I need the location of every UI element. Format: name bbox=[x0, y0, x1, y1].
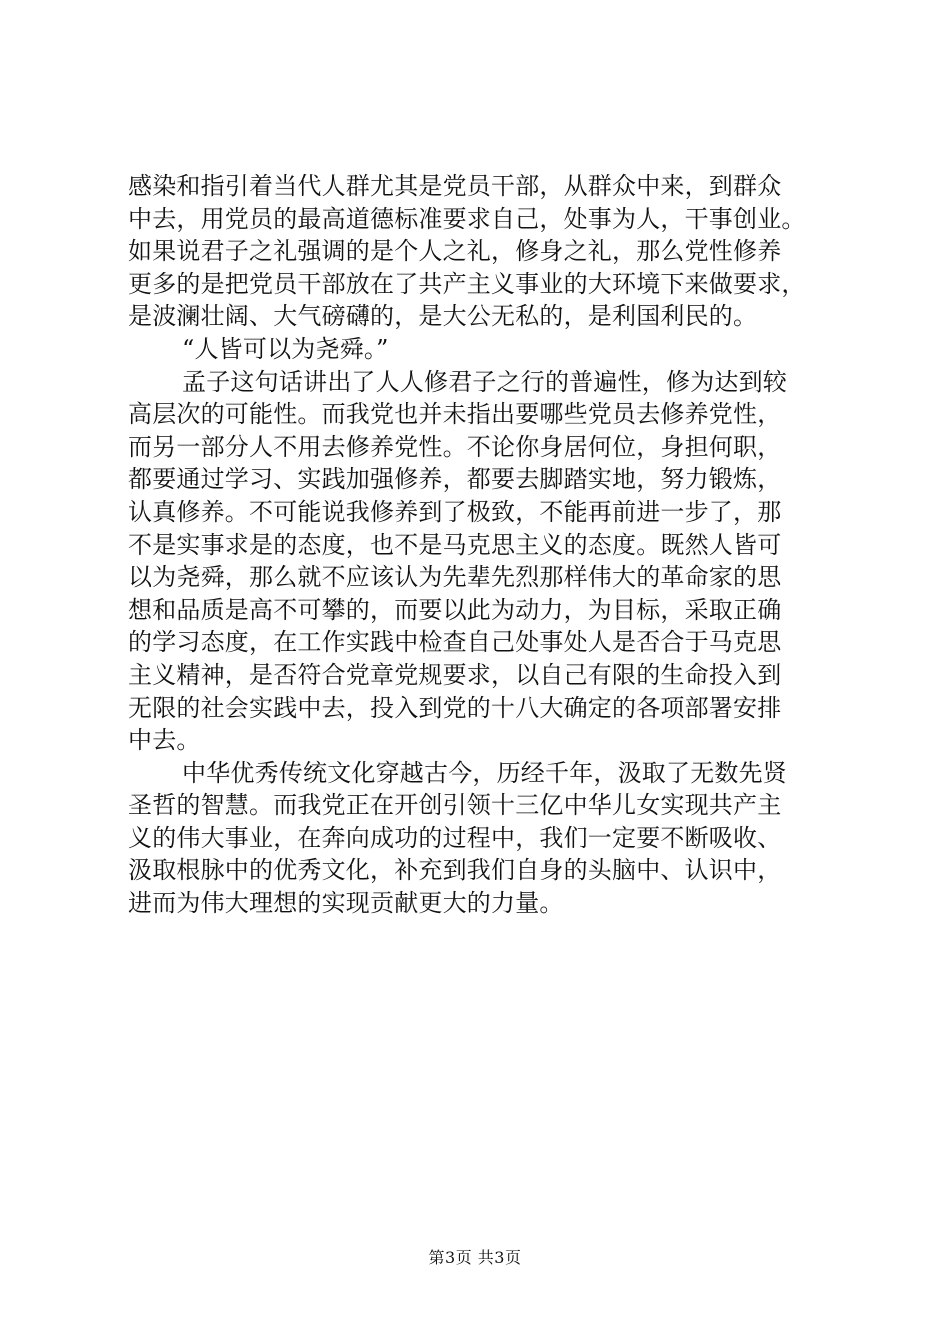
text-line: 进而为伟大理想的实现贡献更大的力量。 bbox=[128, 889, 564, 918]
body-text bbox=[128, 170, 848, 920]
text-line: 如果说君子之礼强调的是个人之礼，修身之礼，那么党性修养 bbox=[128, 237, 782, 266]
text-line: 义的伟大事业，在奔向成功的过程中，我们一定要不断吸收、 bbox=[128, 823, 782, 852]
page-number-footer: 第3页 共3页 bbox=[428, 1248, 522, 1267]
text-line: 中华优秀传统文化穿越古今，历经千年，汲取了无数先贤 bbox=[182, 758, 787, 787]
text-line: 更多的是把党员干部放在了共产主义事业的大环境下来做要求， bbox=[128, 269, 806, 298]
text-line: 都要通过学习、实践加强修养，都要去脚踏实地，努力锻炼， bbox=[128, 465, 782, 494]
text-line: 的学习态度，在工作实践中检查自己处事处人是否合于马克思 bbox=[128, 628, 782, 657]
text-line: 孟子这句话讲出了人人修君子之行的普遍性，修为达到较 bbox=[182, 367, 787, 396]
text-line: 而另一部分人不用去修养党性。不论你身居何位，身担何职， bbox=[128, 432, 782, 461]
text-line: 中去。 bbox=[128, 726, 201, 755]
text-line: 无限的社会实践中去，投入到党的十八大确定的各项部署安排 bbox=[128, 693, 782, 722]
text-line: 汲取根脉中的优秀文化，补充到我们自身的头脑中、认识中， bbox=[128, 856, 782, 885]
text-line: 不是实事求是的态度，也不是马克思主义的态度。既然人皆可 bbox=[128, 530, 782, 559]
text-line: 是波澜壮阔、大气磅礴的，是大公无私的，是利国利民的。 bbox=[128, 302, 758, 331]
quote-line: “人皆可以为尧舜。” bbox=[182, 334, 389, 363]
text-line: 圣哲的智慧。而我党正在开创引领十三亿中华儿女实现共产主 bbox=[128, 791, 782, 820]
text-line: 认真修养。不可能说我修养到了极致，不能再前进一步了，那 bbox=[128, 497, 782, 526]
text-line: 中去，用党员的最高道德标准要求自己，处事为人，干事创业。 bbox=[128, 204, 806, 233]
text-line: 主义精神，是否符合党章党规要求，以自己有限的生命投入到 bbox=[128, 660, 782, 689]
text-line: 感染和指引着当代人群尤其是党员干部，从群众中来，到群众 bbox=[128, 172, 782, 200]
text-line: 以为尧舜，那么就不应该认为先辈先烈那样伟大的革命家的思 bbox=[128, 563, 782, 592]
text-line: 想和品质是高不可攀的，而要以此为动力，为目标，采取正确 bbox=[128, 595, 782, 624]
text-line: 高层次的可能性。而我党也并未指出要哪些党员去修养党性， bbox=[128, 400, 782, 429]
